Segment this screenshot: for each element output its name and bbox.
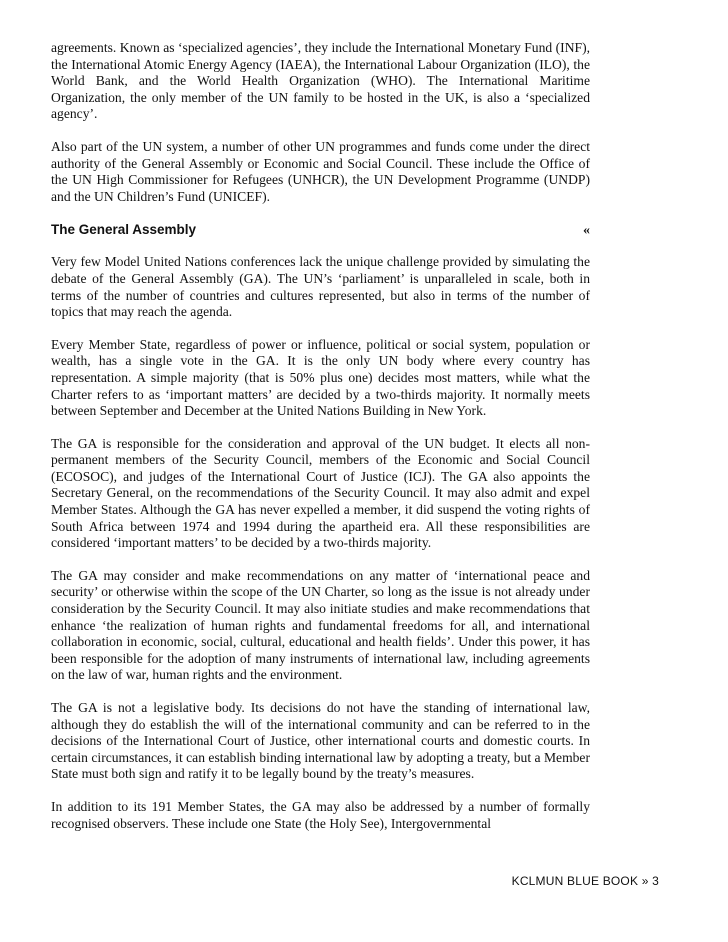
paragraph-un-programmes: Also part of the UN system, a number of other UN programmes and funds come under the direct authority of the General Assembly or Economic and Social Council. These include the Office of the UN High Commissioner for Refugees (UNHCR), the UN Development Programme (UNDP) and the UN Children’s Fund (UNICEF). [51,138,590,204]
paragraph-ga-observers: In addition to its 191 Member States, the GA may also be addressed by a number of formally recognised observers. These include one State (the Holy See), Intergovernmental [51,798,590,831]
paragraph-ga-recommendations: The GA may consider and make recommendations on any matter of ‘international peace and security’ or otherwise within the scope of the UN Charter, so long as the issue is not already under consideration by the Security Council. It may also initiate studies and make recommendations that enhance ‘the realization of human rights and fundamental freedoms for all, and international collaboration in economic, social, cultural, educational and health fields’. Under this power, it has been responsible for the adoption of many instruments of international law, including agreements on the law of war, human rights and the environment. [51,567,590,683]
paragraph-ga-budget: The GA is responsible for the consideration and approval of the UN budget. It elects all non-permanent members of the Security Council, members of the Economic and Social Council (ECOSOC), and judges of the International Court of Justice (ICJ). The GA also appoints the Secretary General, on the recommendations of the Security Council. It may also admit and expel Member States. Although the GA has never expelled a member, it did suspend the voting rights of South Africa between 1974 and 1994 during the apartheid era. All these responsibilities are considered ‘important matters’ to be decided by a two-thirds majority. [51,435,590,551]
paragraph-ga-intro: Very few Model United Nations conferences lack the unique challenge provided by simulating the debate of the General Assembly (GA). The UN’s ‘parliament’ is unparalleled in scale, both in terms of the number of countries and cultures represented, but also in terms of the number of topics that may reach the agenda. [51,254,590,320]
section-heading: The General Assembly [51,222,197,238]
document-body [51,40,590,848]
paragraph-specialized-agencies: agreements. Known as ‘specialized agencies’, they include the International Monetary Fund (INF), the International Atomic Energy Agency (IAEA), the International Labour Organization (ILO), the World Bank, and the World Health Organization (WHO). The International Maritime Organization, the only member of the UN family to be hosted in the UK, is also a ‘specialized agency’. [51,40,590,122]
section-heading-row [51,221,590,239]
back-to-contents-link[interactable]: « [583,223,590,239]
paragraph-ga-voting: Every Member State, regardless of power or influence, political or social system, population or wealth, has a single vote in the GA. It is the only UN body where every country has representation. A simple majority (that is 50% plus one) decides most matters, while what the Charter refers to as ‘important matters’ are decided by a two-thirds majority. It normally meets between September and December at the United Nations Building in New York. [51,336,590,419]
paragraph-ga-legislative: The GA is not a legislative body. Its decisions do not have the standing of international law, although they do establish the will of the international community and can be referred to in the decisions of the International Court of Justice, other international courts and domestic courts. In certain circumstances, it can establish binding international law by adopting a treaty, but a Member State must both sign and ratify it to be legally bound by the treaty’s measures. [51,700,590,782]
page-footer: KCLMUN BLUE BOOK » 3 [511,874,659,888]
